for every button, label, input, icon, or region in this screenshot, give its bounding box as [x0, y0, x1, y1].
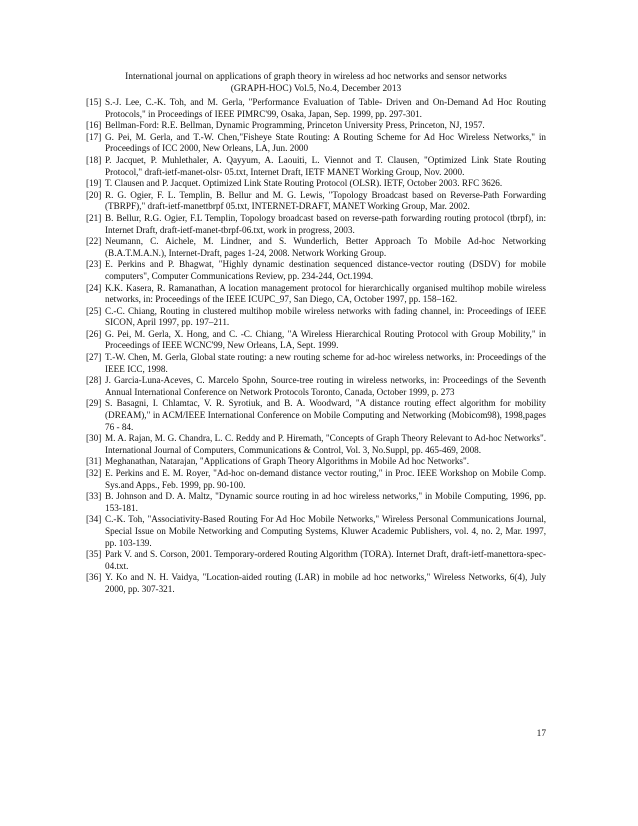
reference-text: S.-J. Lee, C.-K. Toh, and M. Gerla, "Performance Evaluation of Table- Driven and On-Demand Ad Hoc Routing Protocols," in Proceedings of IEEE PIMRC'99, Osaka, Japan, Sep. 1999, pp. 297-301. [105, 97, 546, 119]
reference-number: [25] [86, 305, 102, 316]
reference-item [86, 329, 546, 352]
journal-header [86, 71, 546, 95]
reference-item [86, 178, 546, 190]
page-number: 17 [536, 729, 546, 739]
reference-item [86, 468, 546, 491]
reference-number: [19] [86, 178, 102, 189]
reference-item [86, 491, 546, 514]
reference-text: B. Johnson and D. A. Maltz, "Dynamic source routing in ad hoc wireless networks," in Mobile Computing, 1996, pp. 153-181. [105, 491, 546, 513]
reference-text: G. Pei, M. Gerla, X. Hong, and C. -C. Chiang, "A Wireless Hierarchical Routing Protocol with Group Mobility," in Proceedings of IEEE WCNC'99, New Orleans, LA, Sept. 1999. [105, 328, 546, 351]
reference-number: [22] [86, 236, 102, 247]
journal-header-line-1: International journal on applications of graph theory in wireless ad hoc networks and sensor networks [125, 72, 507, 82]
reference-item [86, 259, 546, 282]
reference-number: [31] [86, 456, 102, 467]
reference-item [86, 120, 546, 132]
reference-number: [26] [86, 328, 102, 339]
reference-item [86, 375, 546, 398]
reference-number: [16] [86, 120, 102, 131]
reference-number: [30] [86, 433, 102, 444]
journal-header-line-2: (GRAPH-HOC) Vol.5, No.4, December 2013 [230, 84, 402, 94]
reference-text: T.-W. Chen, M. Gerla, Global state routing: a new routing scheme for ad-hoc wireless networks, in: Proceedings of the IEEE ICC, 1998. [105, 352, 546, 374]
reference-number: [20] [86, 189, 102, 200]
reference-number: [29] [86, 398, 102, 409]
reference-text: Meghanathan, Natarajan, "Applications of Graph Theory Algorithms in Mobile Ad hoc Networks". [105, 456, 470, 467]
reference-number: [15] [86, 97, 102, 107]
reference-text: Neumann, C. Aichele, M. Lindner, and S. Wunderlich, Better Approach To Mobile Ad-hoc Networking (B.A.T.M.A.N.), Internet-Draft, pages 1-24, 2008. Network Working Group. [105, 236, 546, 258]
reference-item [86, 514, 546, 549]
reference-text: G. Pei, M. Gerla, and T.-W. Chen,"Fisheye State Routing: A Routing Scheme for Ad Hoc Wireless Networks," in Proceedings of ICC 2000, New Orleans, LA, Jun. 2000 [105, 131, 546, 154]
reference-item [86, 283, 546, 306]
reference-number: [21] [86, 212, 102, 223]
reference-text: B. Bellur, R.G. Ogier, F.L Templin, Topology broadcast based on reverse-path forwarding routing protocol (tbrpf), in: Internet Draft, draft-ietf-manet-tbrpf-06.txt, work in progress, 2003. [105, 212, 546, 235]
reference-number: [33] [86, 491, 102, 502]
reference-number: [18] [86, 154, 102, 165]
reference-item [86, 97, 546, 120]
reference-text: M. A. Rajan, M. G. Chandra, L. C. Reddy and P. Hiremath, "Concepts of Graph Theory Relevant to Ad-hoc Networks". International Journal of Computers, Communications & Control, Vol. 3, No.Suppl, pp. 465-469, 2008. [105, 433, 546, 455]
reference-text: E. Perkins and E. M. Royer, "Ad-hoc on-demand distance vector routing," in Proc. IEEE Workshop on Mobile Comp. Sys.and Apps., Feb. 1999, pp. 90-100. [105, 468, 546, 490]
reference-number: [23] [86, 259, 102, 270]
reference-item [86, 132, 546, 155]
reference-text: R. G. Ogier, F. L. Templin, B. Bellur and M. G. Lewis, "Topology Broadcast based on Reverse-Path Forwarding (TBRPF)," draft-ietf-manettbrpf 05.txt, INTERNET-DRAFT, MANET Working Group, Mar. 2002. [105, 189, 546, 212]
reference-item [86, 433, 546, 456]
reference-item [86, 352, 546, 375]
reference-item [86, 456, 546, 468]
reference-number: [34] [86, 514, 102, 525]
reference-item [86, 572, 546, 595]
reference-text: E. Perkins and P. Bhagwat, "Highly dynamic destination sequenced distance-vector routing (DSDV) for mobile computers", Computer Communications Review, pp. 234-244, Oct.1994. [105, 259, 546, 281]
reference-item [86, 236, 546, 259]
reference-text: C.-C. Chiang, Routing in clustered multihop mobile wireless networks with fading channel, in: Proceedings of IEEE SICON, April 1997, pp. 197–211. [105, 305, 546, 328]
reference-text: T. Clausen and P. Jacquet. Optimized Link State Routing Protocol (OLSR). IETF, October 2003. RFC 3626. [105, 178, 503, 189]
reference-number: [35] [86, 549, 102, 560]
reference-list [86, 97, 546, 596]
reference-text: J. Garcia-Luna-Aceves, C. Marcelo Spohn, Source-tree routing in wireless networks, in: Proceedings of the Seventh Annual International Conference on Network Protocols Toronto, Canada, October 1999, p. 273 [105, 375, 546, 397]
reference-text: Y. Ko and N. H. Vaidya, "Location-aided routing (LAR) in mobile ad hoc networks," Wireless Networks, 6(4), July 2000, pp. 307-321. [105, 572, 546, 594]
reference-item [86, 155, 546, 178]
reference-item [86, 398, 546, 433]
reference-number: [17] [86, 131, 102, 142]
reference-text: S. Basagni, I. Chlamtac, V. R. Syrotiuk, and B. A. Woodward, "A distance routing effect algorithm for mobility (DREAM)," in ACM/IEEE International Conference on Mobile Computing and Networking (Mobicom98), 1998,pages 76 - 84. [105, 398, 546, 432]
reference-number: [28] [86, 375, 102, 386]
reference-text: Park V. and S. Corson, 2001. Temporary-ordered Routing Algorithm (TORA). Internet Draft, draft-ietf-manettora-spec-04.txt. [105, 549, 546, 571]
reference-item [86, 549, 546, 572]
reference-item [86, 190, 546, 213]
reference-number: [36] [86, 572, 102, 583]
reference-text: P. Jacquet, P. Muhlethaler, A. Qayyum, A. Laouiti, L. Viennot and T. Clausen, "Optimized Link State Routing Protocol," draft-ietf-manet-olsr- 05.txt, Internet Draft, IETF MANET Working Group, Nov. 2000. [105, 154, 546, 177]
reference-number: [32] [86, 468, 102, 478]
reference-text: K.K. Kasera, R. Ramanathan, A location management protocol for hierarchically organised multihop mobile wireless networks, in: Proceedings of the IEEE ICUPC_97, San Diego, CA, October 1997, pp. 158–162. [105, 282, 546, 305]
reference-number: [24] [86, 282, 102, 293]
reference-item [86, 213, 546, 236]
reference-text: C.-K. Toh, "Associativity-Based Routing For Ad Hoc Mobile Networks," Wireless Personal Communications Journal, Special Issue on Mobile Networking and Computing Systems, Kluwer Academic Publishers, vol. 4, no. 2, Mar. 1997, pp. 103-139. [105, 514, 546, 548]
reference-text: Bellman-Ford: R.E. Bellman, Dynamic Programming, Princeton University Press, Princeton, NJ, 1957. [105, 120, 485, 131]
reference-number: [27] [86, 352, 102, 363]
reference-item [86, 306, 546, 329]
